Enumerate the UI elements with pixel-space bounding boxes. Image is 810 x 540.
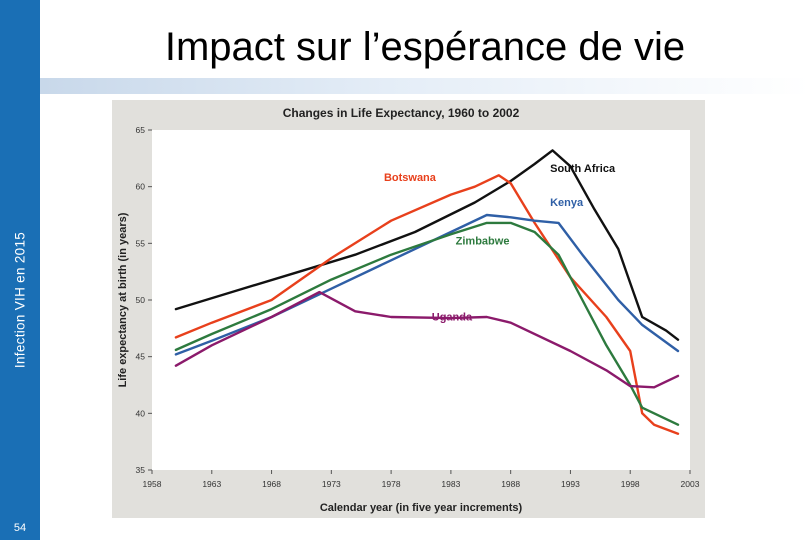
series-label-kenya: Kenya <box>550 196 584 209</box>
y-tick-label: 55 <box>135 238 145 249</box>
x-tick-label: 1983 <box>441 479 461 489</box>
title-underline-bar <box>40 78 810 94</box>
x-tick-label: 2003 <box>680 479 700 489</box>
x-tick-label: 1958 <box>142 479 162 489</box>
chart-container <box>112 100 705 518</box>
series-label-zimbabwe: Zimbabwe <box>455 235 510 248</box>
y-tick-label: 35 <box>135 465 145 475</box>
x-tick-label: 1963 <box>202 479 222 489</box>
series-label-botswana: Botswana <box>383 172 436 184</box>
sidebar-band <box>0 0 40 540</box>
series-label-uganda: Uganda <box>431 311 473 324</box>
y-axis-label: Life expectancy at birth (in years) <box>117 212 129 388</box>
x-tick-label: 1978 <box>381 479 401 489</box>
page-number: 54 <box>13 522 27 534</box>
y-tick-label: 45 <box>135 351 145 362</box>
x-tick-label: 1993 <box>560 479 580 489</box>
slide-title: Impact sur l’espérance de vie <box>164 25 686 69</box>
y-tick-label: 40 <box>135 408 145 419</box>
x-tick-label: 1973 <box>321 479 341 489</box>
series-label-south-africa: South Africa <box>550 162 616 175</box>
y-tick-label: 60 <box>135 181 145 192</box>
sidebar-caption: Infection VIH en 2015 <box>12 231 28 369</box>
x-tick-label: 1988 <box>501 479 521 489</box>
chart-title: Changes in Life Expectancy, 1960 to 2002 <box>282 106 520 120</box>
y-tick-label: 65 <box>135 125 145 135</box>
x-tick-label: 1968 <box>262 479 282 489</box>
y-tick-label: 50 <box>135 295 145 305</box>
life-expectancy-chart <box>112 100 705 518</box>
x-axis-label: Calendar year (in five year increments) <box>319 502 523 514</box>
x-tick-label: 1998 <box>620 479 640 489</box>
